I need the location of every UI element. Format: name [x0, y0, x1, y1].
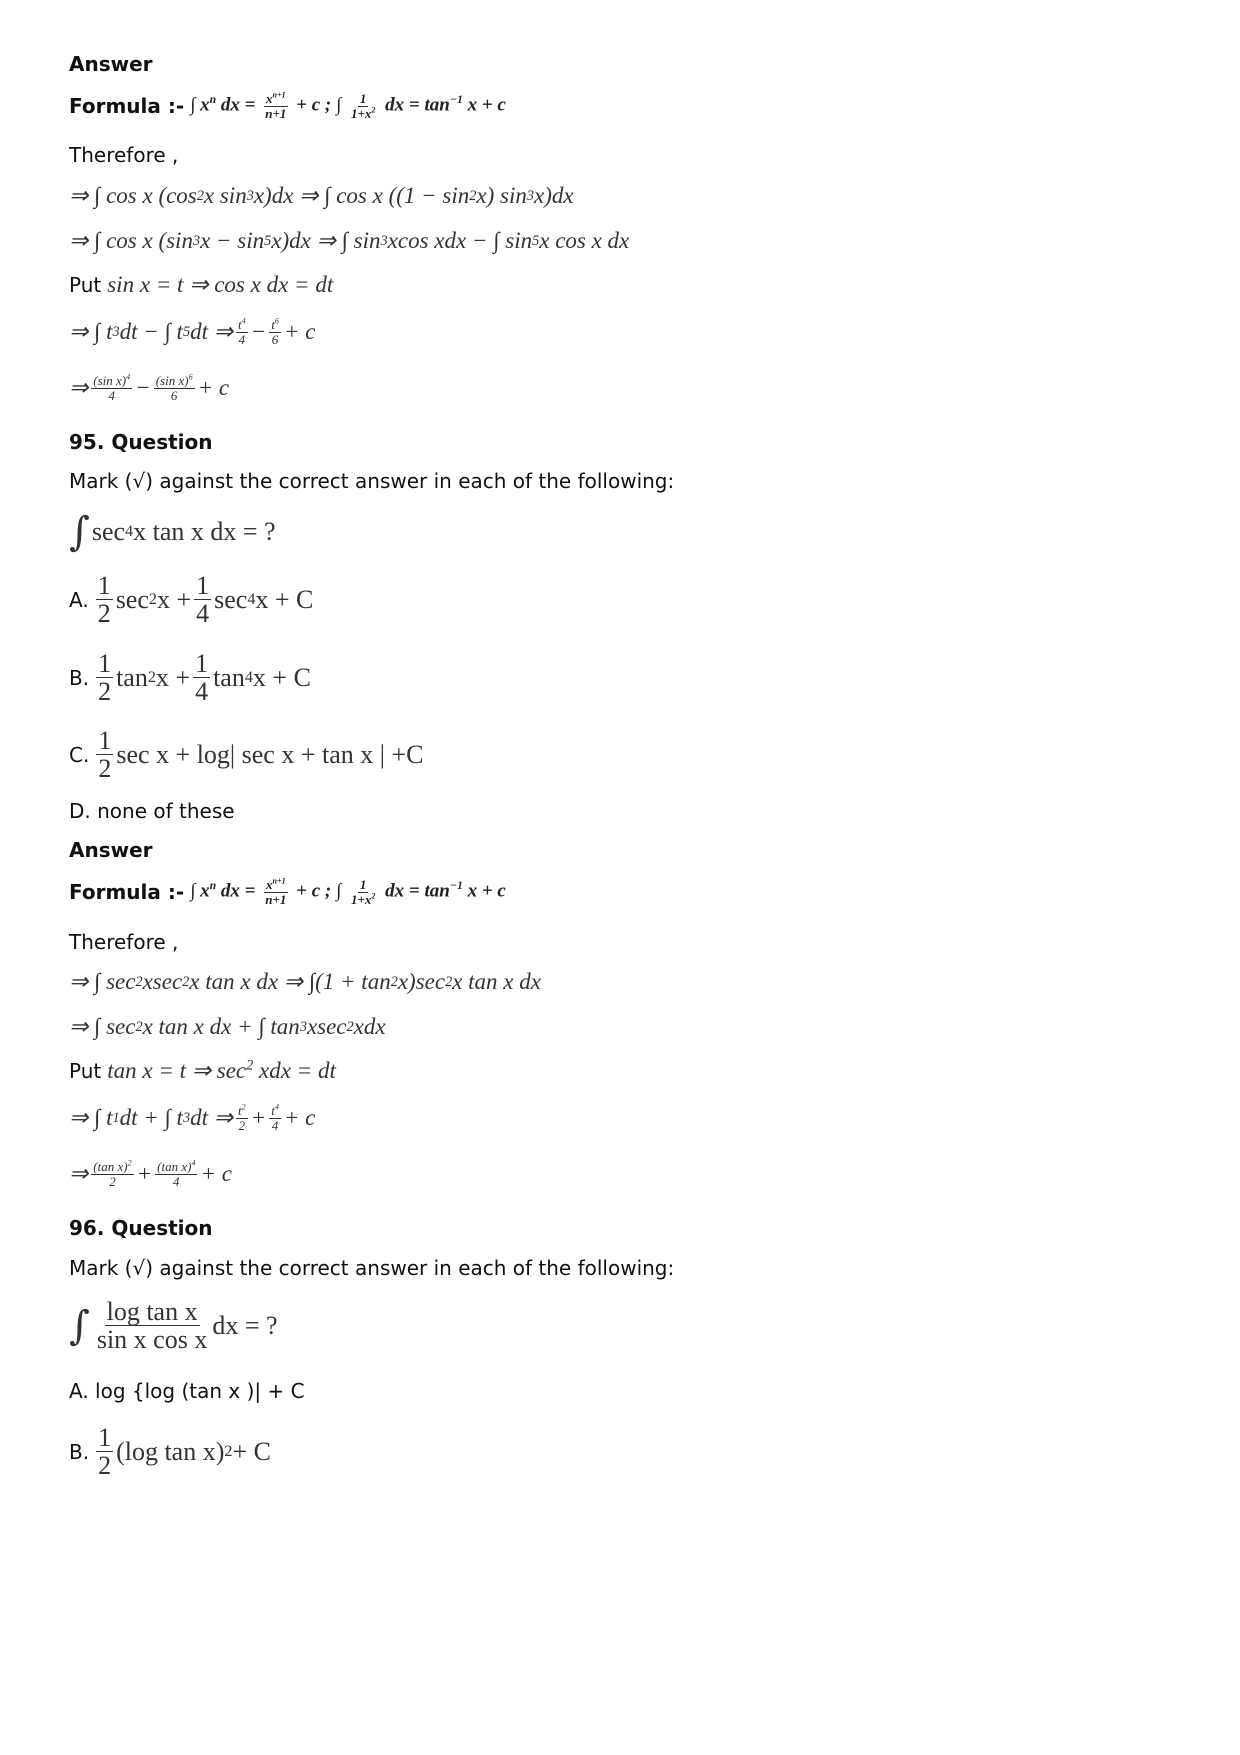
math-step: ⇒ $\frac{(\sin x)^4}{4}$ − $\frac{(\sin x)^6}{6}$ + c: [69, 372, 230, 403]
option-label: B.: [69, 1439, 90, 1464]
formula-expression: ∫ $x^n$ dx = $\frac{x^{n+1}}{n+1}$ + c ; ∫ $\frac{1}{1+x^2}$ dx = $\tan^{-1} x + c$: [190, 90, 506, 121]
formula-line: [69, 878, 506, 906]
formula-expression: ∫ $x^n$ dx = $\frac{x^{n+1}}{n+1}$ + c ; ∫ $\frac{1}{1+x^2}$ dx = $\tan^{-1} x + c$: [190, 876, 506, 907]
question-prompt: Mark (√) against the correct answer in each of the following:: [69, 469, 675, 493]
put-label: Put: [69, 1059, 102, 1083]
math-step: ⇒ ∫ cos x (cos 2 x sin 3 x)dx ⇒ ∫ cos x ((1 − sin 2 x) sin 3 x)dx: [69, 183, 574, 208]
math-step: ⇒ ∫ sec 2 x tan x dx + ∫ tan 3 xsec 2 xdx: [69, 1014, 386, 1039]
substitution-line: Put tan x = t ⇒ $\sec^2$ xdx = dt: [69, 1057, 336, 1083]
answer-heading: Answer: [69, 838, 153, 862]
question-expression: ∫ $\frac{\text{log tan x}}{\text{sin x cos x}}$ dx = ?: [69, 1297, 278, 1355]
math-step: ⇒ $\frac{(\tan x)^2}{2}$ + $\frac{(\tan x)^4}{4}$ + c: [69, 1158, 232, 1189]
substitution-line: Put sin x = t ⇒ cos x dx = dt: [69, 272, 334, 297]
question-prompt: Mark (√) against the correct answer in each of the following:: [69, 1256, 675, 1280]
therefore-text: Therefore ,: [69, 143, 179, 167]
formula-label: Formula :-: [69, 880, 185, 905]
option-label: B.: [69, 665, 90, 690]
question-title: 96. Question: [69, 1216, 213, 1240]
therefore-text: Therefore ,: [69, 930, 179, 954]
put-label: Put: [69, 273, 102, 297]
formula-label: Formula :-: [69, 94, 185, 119]
option-label: A.: [69, 587, 89, 612]
math-step: ⇒ ∫ t 1 dt + ∫ t 3 dt ⇒ $\frac{t^2}{2}$ + $\frac{t^4}{4}$ + c: [69, 1102, 316, 1133]
option-d[interactable]: D. none of these: [69, 799, 235, 823]
option-b[interactable]: B. $\frac{1}{2}$ tan 2 x + $\frac{1}{4}$ tan 4 x + C: [69, 649, 311, 707]
math-step: ⇒ ∫ t 3 dt − ∫ t 5 dt ⇒ $\frac{t^4}{4}$ − $\frac{t^6}{6}$ + c: [69, 316, 316, 347]
question-expression: ∫ sec 4 x tan x dx = ?: [69, 509, 276, 555]
option-c[interactable]: C. $\frac{1}{2}$ sec x + log| sec x + tan x | +C: [69, 726, 424, 784]
math-step: ⇒ ∫ cos x (sin 3 x − sin 5 x)dx ⇒ ∫ sin 3 xcos xdx − ∫ sin 5 x cos x dx: [69, 228, 630, 253]
option-label: C.: [69, 742, 90, 767]
option-a[interactable]: A. log {log (tan x )| + C: [69, 1379, 305, 1403]
formula-line: [69, 92, 506, 120]
option-b[interactable]: B. $\frac{1}{2}$ (log tan x) 2 + C: [69, 1423, 271, 1481]
question-title: 95. Question: [69, 430, 213, 454]
math-step: ⇒ ∫ sec 2 xsec 2 x tan x dx ⇒ ∫(1 + tan 2 x)sec 2 x tan x dx: [69, 969, 541, 994]
option-a[interactable]: A. $\frac{1}{2}$ sec 2 x + $\frac{1}{4}$ sec 4 x + C: [69, 571, 314, 629]
answer-heading: Answer: [69, 52, 153, 76]
